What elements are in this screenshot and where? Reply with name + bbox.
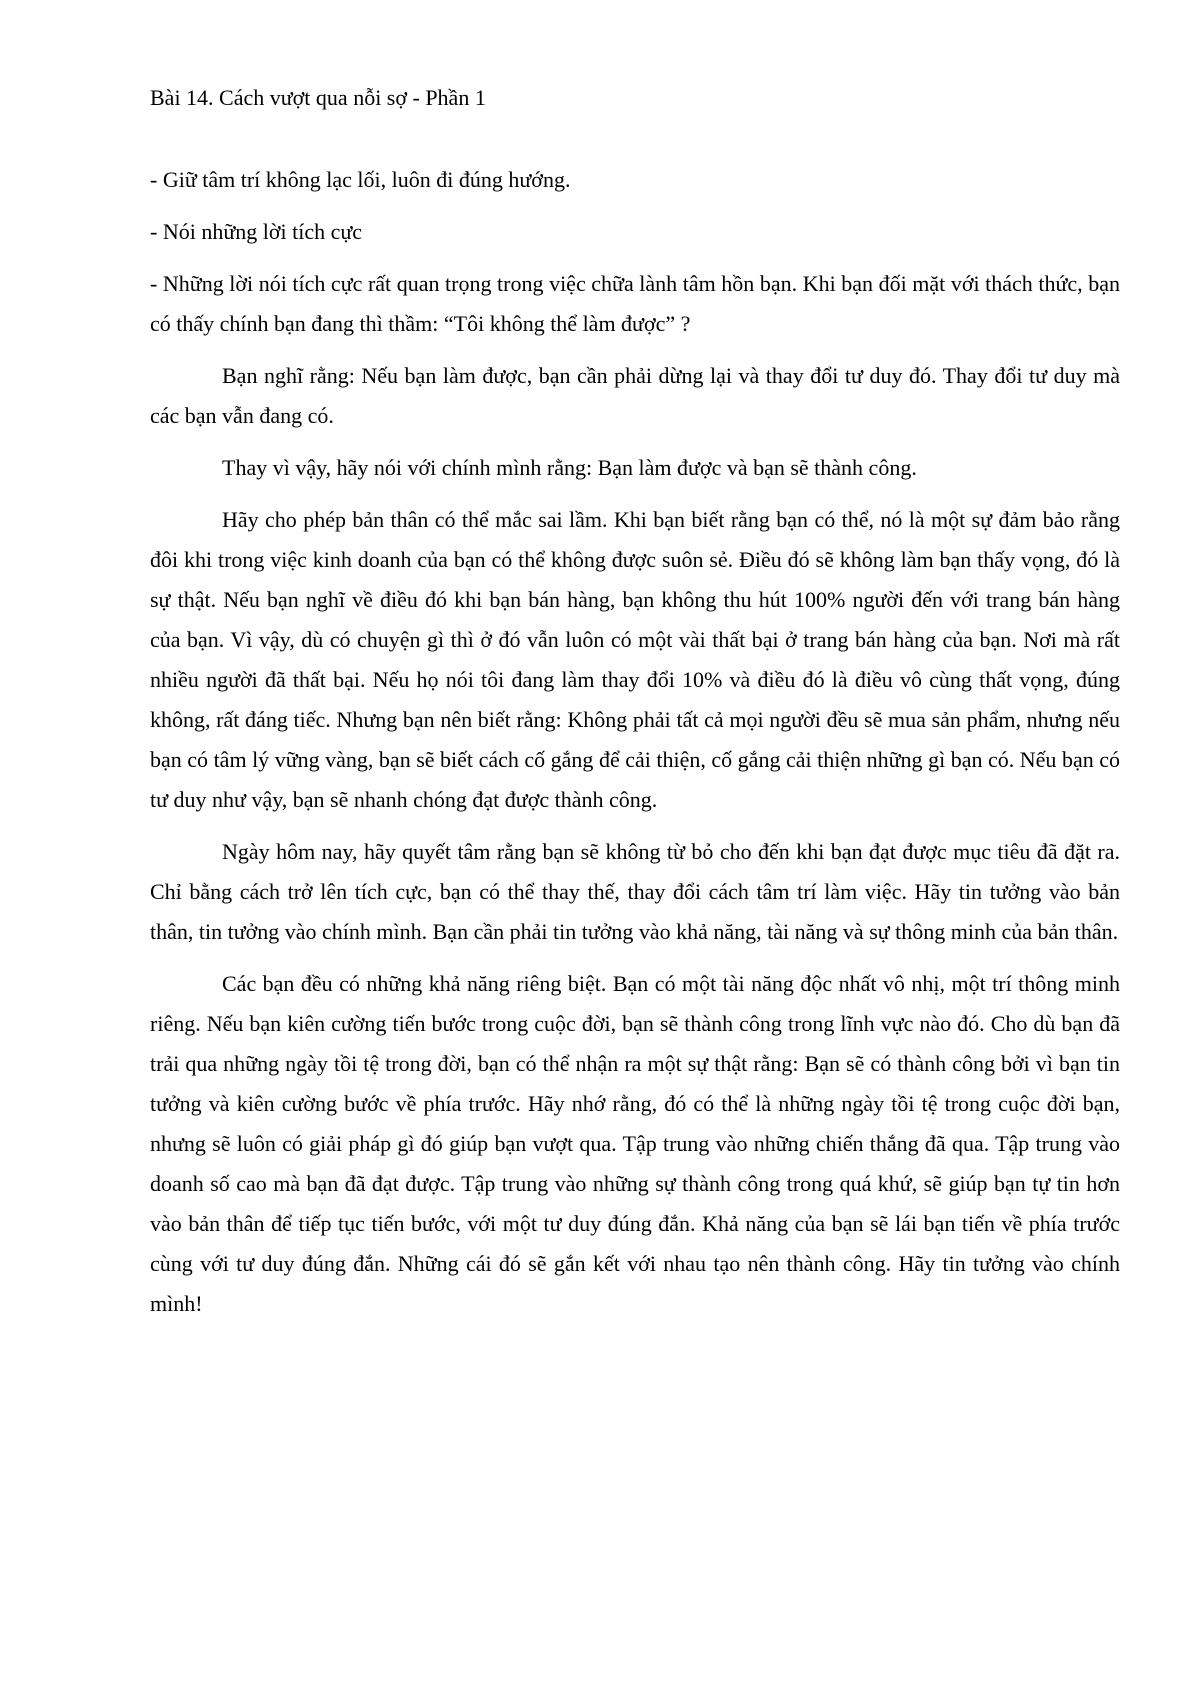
body-paragraph: Bạn nghĩ rằng: Nếu bạn làm được, bạn cần phải dừng lại và thay đổi tư duy đó. Thay đổi tư duy mà các bạn vẫn đang có. bbox=[150, 363, 1120, 428]
body-paragraph: Các bạn đều có những khả năng riêng biệt. Bạn có một tài năng độc nhất vô nhị, một trí thông minh riêng. Nếu bạn kiên cường tiến bước trong cuộc đời, bạn sẽ thành công trong lĩnh vực nào đó. Cho dù bạn đã trải qua những ngày tồi tệ trong đời, bạn có thể nhận ra một sự thật rằng: Bạn sẽ có thành công bởi vì bạn tin tưởng và kiên cường bước về phía trước. Hãy nhớ rằng, đó có thể là những ngày tồi tệ trong cuộc đời bạn, nhưng sẽ luôn có giải pháp gì đó giúp bạn vượt qua. Tập trung vào những chiến thắng đã qua. Tập trung vào doanh số cao mà bạn đã đạt được. Tập trung vào những sự thành công trong quá khứ, sẽ giúp bạn tự tin hơn vào bản thân để tiếp tục tiến bước, với một tư duy đúng đắn. Khả năng của bạn sẽ lái bạn tiến về phía trước cùng với tư duy đúng đắn. Những cái đó sẽ gắn kết với nhau tạo nên thành công. Hãy tin tưởng vào chính mình! bbox=[150, 971, 1120, 1316]
body-paragraph: Hãy cho phép bản thân có thể mắc sai lầm. Khi bạn biết rằng bạn có thể, nó là một sự đảm bảo rằng đôi khi trong việc kinh doanh của bạn có thể không được suôn sẻ. Điều đó sẽ không làm bạn thấy vọng, đó là sự thật. Nếu bạn nghĩ về điều đó khi bạn bán hàng, bạn không thu hút 100% người đến với trang bán hàng của bạn. Vì vậy, dù có chuyện gì thì ở đó vẫn luôn có một vài thất bại ở trang bán hàng của bạn. Nơi mà rất nhiều người đã thất bại. Nếu họ nói tôi đang làm thay đổi 10% và điều đó là điều vô cùng thất vọng, đúng không, rất đáng tiếc. Nhưng bạn nên biết rằng: Không phải tất cả mọi người đều sẽ mua sản phẩm, nhưng nếu bạn có tâm lý vững vàng, bạn sẽ biết cách cố gắng để cải thiện, cố gắng cải thiện những gì bạn có. Nếu bạn có tư duy như vậy, bạn sẽ nhanh chóng đạt được thành công. bbox=[150, 507, 1120, 812]
body-paragraph: Thay vì vậy, hãy nói với chính mình rằng: Bạn làm được và bạn sẽ thành công. bbox=[222, 455, 917, 480]
document-title: Bài 14. Cách vượt qua nỗi sợ - Phần 1 bbox=[150, 85, 486, 110]
document-body bbox=[150, 78, 1120, 1336]
bullet-item: - Giữ tâm trí không lạc lối, luôn đi đúng hướng. bbox=[150, 167, 571, 192]
bullet-item: - Những lời nói tích cực rất quan trọng trong việc chữa lành tâm hồn bạn. Khi bạn đối mặt với thách thức, bạn có thấy chính bạn đang thì thầm: “Tôi không thể làm được” ? bbox=[150, 271, 1120, 336]
bullet-item: - Nói những lời tích cực bbox=[150, 219, 363, 244]
body-paragraph: Ngày hôm nay, hãy quyết tâm rằng bạn sẽ không từ bỏ cho đến khi bạn đạt được mục tiêu đã đặt ra. Chỉ bằng cách trở lên tích cực, bạn có thể thay thế, thay đổi cách tâm trí làm việc. Hãy tin tưởng vào bản thân, tin tưởng vào chính mình. Bạn cần phải tin tưởng vào khả năng, tài năng và sự thông minh của bản thân. bbox=[150, 839, 1120, 944]
